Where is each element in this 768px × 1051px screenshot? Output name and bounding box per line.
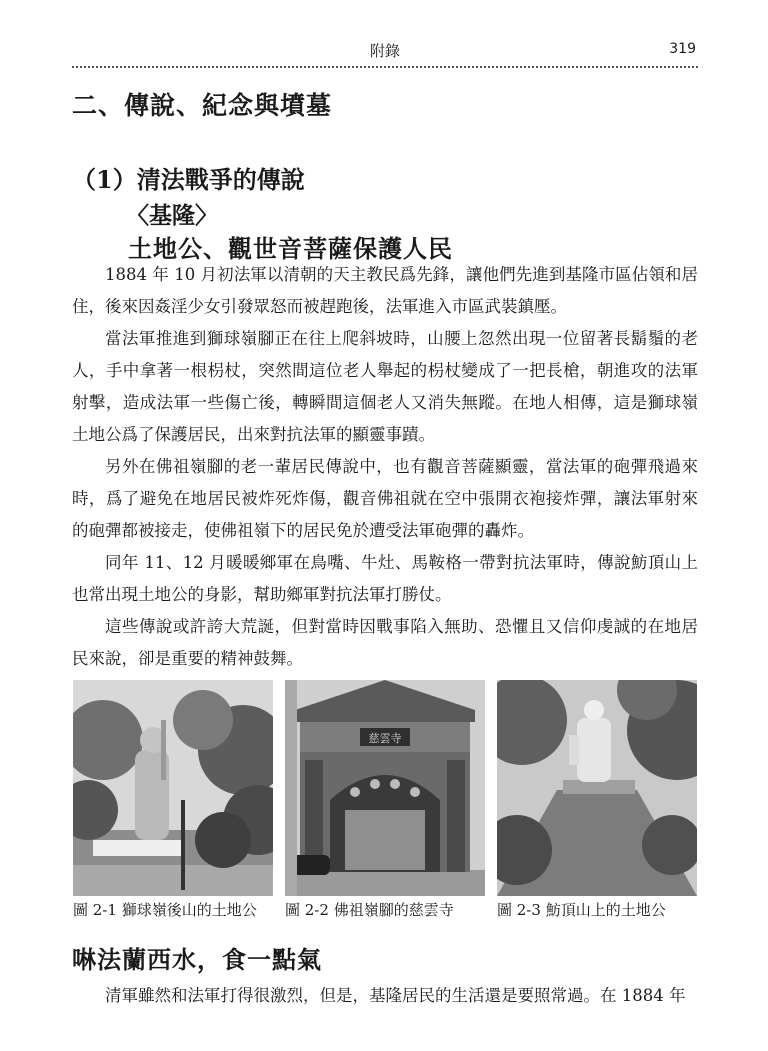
statue-on-hill-photo [497,680,697,896]
statue-in-trees-photo [73,680,273,896]
figure-2-2-caption: 圖 2-2 佛祖嶺腳的慈雲寺 [285,901,454,919]
food-section-title: 啉法蘭西水，食一點氣 [72,945,322,974]
paragraph-5: 這些傳說或許誇大荒誕，但對當時因戰事陷入無助、恐懼且又信仰虔誠的在地居民來說，卻是重要的精神鼓舞。 [72,617,698,668]
figure-2-1-photo [73,680,273,896]
figure-2-3-photo [497,680,697,896]
running-header [72,36,698,68]
figure-2-1-caption: 圖 2-1 獅球嶺後山的土地公 [73,901,257,919]
paragraph-1: 1884 年 10 月初法軍以清朝的天主教民爲先鋒，讓他們先進到基隆市區佔領和居住，後來因姦淫少女引發眾怒而被趕跑後，法軍進入市區武裝鎮壓。 [72,265,698,316]
paragraph-2: 當法軍推進到獅球嶺腳正在往上爬斜坡時，山腰上忽然出現一位留著長鬍鬚的老人，手中拿著一根枴杖，突然間這位老人舉起的枴杖變成了一把長槍，朝進攻的法軍射擊，造成法軍一些傷亡後，轉瞬間這個老人又消失無蹤。在地人相傳，這是獅球嶺土地公爲了保護居民，出來對抗法軍的顯靈事蹟。 [72,329,698,444]
figure-2-2-photo [285,680,485,896]
subsection-title: （1）清法戰爭的傳說 [72,165,305,194]
legend-title: 土地公、觀世音菩薩保護人民 [128,234,453,263]
temple-sign-text: 慈雲寺 [368,732,402,745]
header-title: 附錄 [369,42,400,60]
page-number: 319 [669,41,696,57]
temple-gate-photo [285,680,485,896]
place-title: 〈基隆〉 [126,202,218,229]
section-title: 二、傳說、紀念與墳墓 [72,91,333,120]
paragraph-4: 同年 11、12 月暖暖鄉軍在鳥嘴、牛灶、馬鞍格一帶對抗法軍時，傳說魴頂山上也常出現土地公的身影，幫助鄉軍對抗法軍打勝仗。 [72,553,698,604]
paragraph-3: 另外在佛祖嶺腳的老一輩居民傳說中，也有觀音菩薩顯靈，當法軍的砲彈飛過來時，爲了避免在地居民被炸死炸傷，觀音佛祖就在空中張開衣袍接炸彈，讓法軍射來的砲彈都被接走，使佛祖嶺下的居民免於遭受法軍砲彈的轟炸。 [72,457,698,540]
food-paragraph: 清軍雖然和法軍打得很激烈，但是，基隆居民的生活還是要照常過。在 1884 年 [105,986,686,1005]
figure-2-3-caption: 圖 2-3 魴頂山上的土地公 [497,901,666,919]
